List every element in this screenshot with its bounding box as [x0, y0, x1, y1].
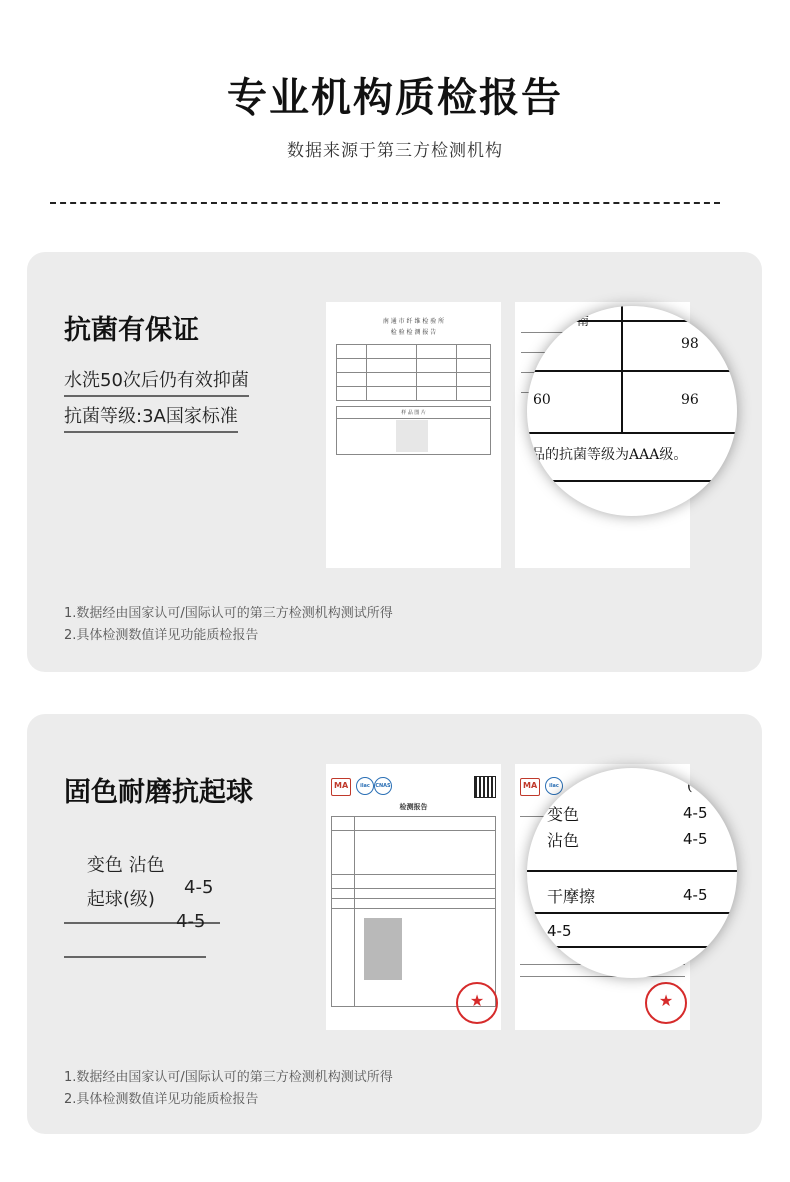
zoom-conclusion: 品的抗菌等级为AAA级。 — [531, 447, 688, 463]
note-line: 2.具体检测数值详见功能质检报告 — [64, 628, 259, 643]
official-seal: ★ — [456, 982, 498, 1024]
report-org-name: 南 通 市 纤 维 检 验 所 — [382, 318, 445, 325]
section-title: 固色耐磨抗起球 — [64, 777, 253, 808]
page-subtitle: 数据来源于第三方检测机构 — [287, 141, 503, 161]
feature-label: 变色 沾色 — [86, 855, 165, 876]
zoom-value: 60 — [533, 392, 551, 408]
zoom-value: 4-5 — [547, 922, 572, 940]
feature-item — [64, 864, 206, 958]
antibacterial-card — [27, 252, 762, 672]
zoom-value: 4-5 — [683, 886, 708, 904]
zoom-value: 4-5 — [683, 804, 708, 822]
feature-item: 水洗50次后仍有效抑菌 — [64, 366, 249, 397]
note-line: 1.数据经由国家认可/国际认可的第三方检测机构测试所得 — [64, 606, 393, 621]
zoom-value: 96 — [681, 392, 699, 408]
cnas-logo: CNAS — [374, 777, 392, 795]
official-seal: ★ — [645, 982, 687, 1024]
feature-value: 4-5 — [184, 877, 214, 898]
section-title: 抗菌有保证 — [64, 315, 199, 346]
zoom-label: 干摩擦 — [547, 887, 596, 906]
zoom-label: 变色 — [547, 805, 580, 824]
ma-logo: MA — [331, 778, 351, 796]
note-line: 1.数据经由国家认可/国际认可的第三方检测机构测试所得 — [64, 1070, 393, 1085]
feature-label: 起球(级) — [86, 889, 155, 910]
zoom-label: 沾色 — [547, 831, 580, 850]
zoom-text: ( — [687, 778, 693, 794]
sample-photo — [396, 420, 428, 452]
feature-item: 抗菌等级:3A国家标准 — [64, 402, 238, 433]
report-heading: 检测报告 — [399, 802, 428, 811]
ma-logo: MA — [520, 778, 540, 796]
page-title: 专业机构质检报告 — [227, 75, 563, 121]
photo-caption: 样 品 图 片 — [401, 410, 426, 416]
ilac-logo: ilac — [545, 777, 563, 795]
magnifier-circle — [527, 306, 737, 516]
colorfast-card — [27, 714, 762, 1134]
zoom-value: 4-5 — [683, 830, 708, 848]
zoom-value: 98 — [681, 336, 699, 352]
ilac-logo: ilac — [356, 777, 374, 795]
dashed-divider — [50, 202, 720, 204]
feature-value: 4-5 — [176, 911, 206, 932]
sample-photo — [364, 918, 402, 980]
test-report-document — [326, 764, 501, 1030]
note-line: 2.具体检测数值详见功能质检报告 — [64, 1092, 259, 1107]
report-heading: 检 验 检 测 报 告 — [390, 329, 437, 336]
qr-code-icon — [474, 776, 496, 798]
report-document — [326, 302, 501, 568]
magnifier-circle — [527, 768, 737, 978]
